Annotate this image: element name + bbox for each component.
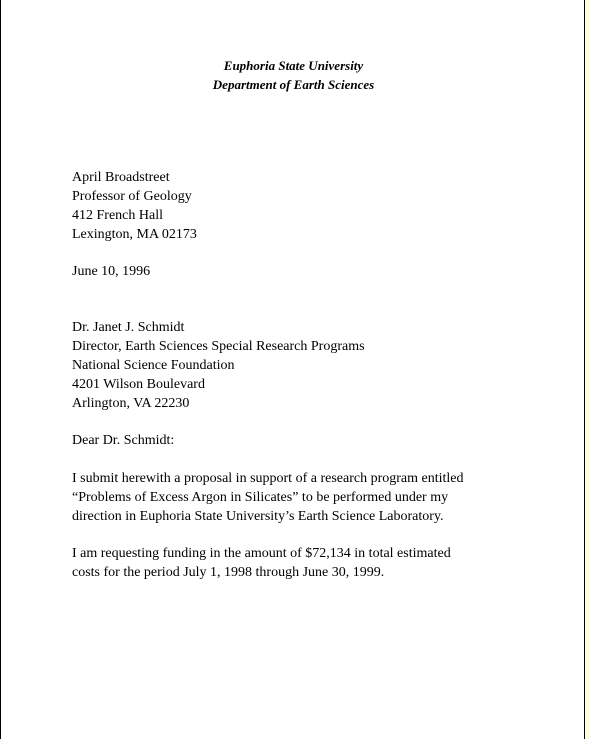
paragraph-line: I am requesting funding in the amount of $72,134 in total estimated [72, 546, 451, 561]
recipient-address-block [72, 318, 542, 413]
letterhead [1, 56, 586, 94]
university-name: Euphoria State University [223, 58, 364, 73]
sender-city-state-zip: Lexington, MA 02173 [72, 227, 197, 242]
recipient-organization: National Science Foundation [72, 358, 235, 373]
window-edge-strip [585, 0, 590, 739]
paragraph-line: “Problems of Excess Argon in Silicates” to be performed under my [72, 490, 449, 505]
recipient-address-line: 4201 Wilson Boulevard [72, 377, 205, 392]
body-paragraph-1 [72, 469, 542, 526]
date-text: June 10, 1996 [72, 264, 151, 279]
department-name: Department of Earth Sciences [212, 77, 375, 92]
sender-address-block [72, 168, 542, 244]
salutation [72, 431, 542, 450]
recipient-city-state-zip: Arlington, VA 22230 [72, 396, 190, 411]
salutation-text: Dear Dr. Schmidt: [72, 433, 175, 448]
paragraph-line: direction in Euphoria State University’s Earth Science Laboratory. [72, 509, 444, 524]
body-paragraph-2 [72, 544, 542, 582]
recipient-title: Director, Earth Sciences Special Research Programs [72, 339, 365, 354]
letter-date [72, 262, 542, 281]
paragraph-line: costs for the period July 1, 1998 through June 30, 1999. [72, 565, 385, 580]
sender-title: Professor of Geology [72, 189, 192, 204]
sender-address-line: 412 French Hall [72, 208, 163, 223]
paragraph-line: I submit herewith a proposal in support of a research program entitled [72, 471, 464, 486]
recipient-name: Dr. Janet J. Schmidt [72, 320, 185, 335]
sender-name: April Broadstreet [72, 170, 170, 185]
